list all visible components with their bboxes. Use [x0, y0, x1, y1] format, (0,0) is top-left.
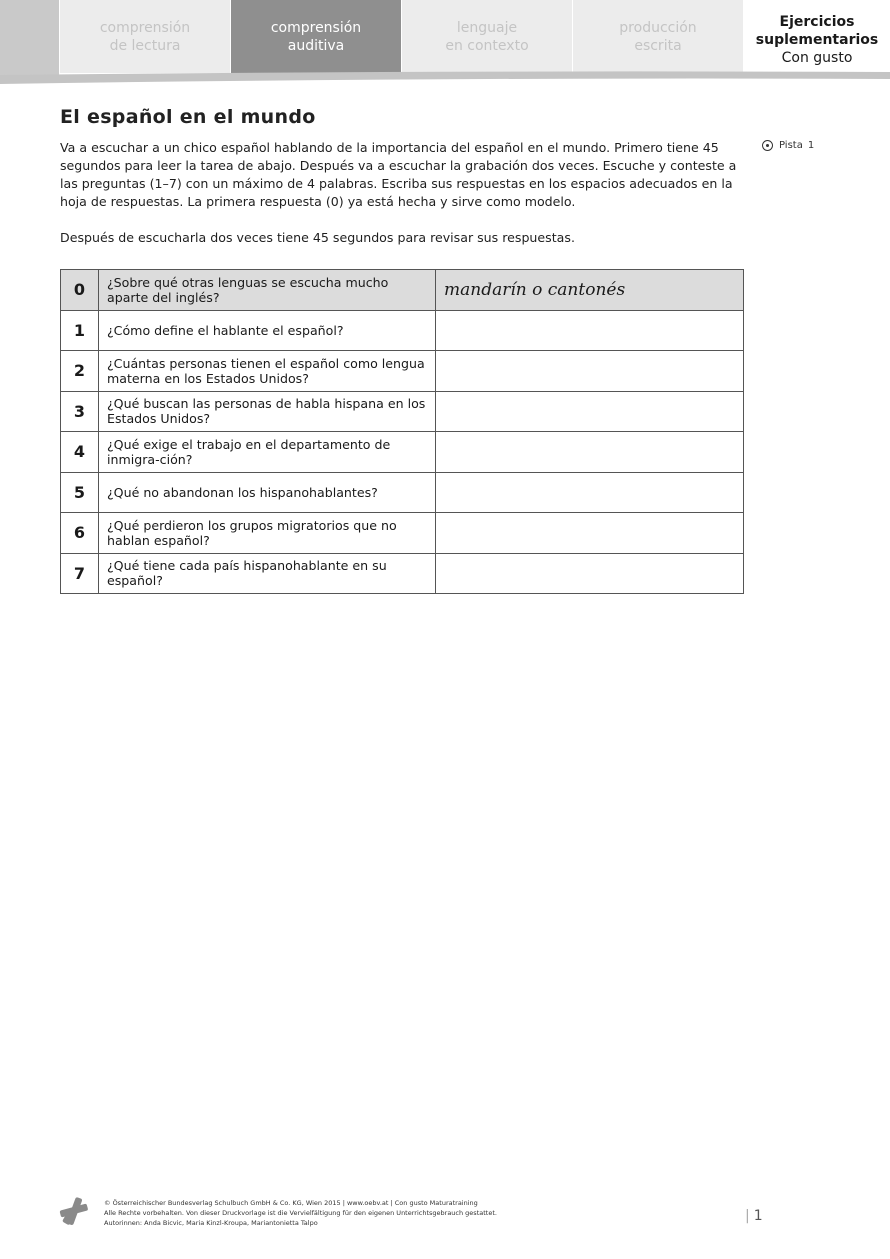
question-text: ¿Cómo define el hablante el español?	[99, 310, 436, 351]
question-number: 2	[61, 351, 99, 392]
tab-label-line2: en contexto	[445, 37, 529, 54]
footer-line1: © Österreichischer Bundesverlag Schulbuch GmbH & Co. KG, Wien 2015 | www.oebv.at | Con gusto Maturatraining	[104, 1199, 478, 1207]
instructions-review: Después de escucharla dos veces tiene 45 segundos para revisar sus respuestas.	[60, 230, 575, 245]
header-swoosh	[0, 70, 890, 84]
footer-copyright	[104, 1198, 497, 1228]
answer-text	[436, 361, 444, 381]
question-number: 7	[61, 553, 99, 594]
footer-line3: Autorinnen: Anda Bicvic, Maria Kinzl-Kroupa, Mariantonietta Talpo	[104, 1219, 318, 1227]
audio-track[interactable]	[762, 140, 814, 151]
question-text: ¿Qué no abandonan los hispanohablantes?	[99, 472, 436, 513]
answer-text	[436, 442, 444, 462]
question-text: ¿Cuántas personas tienen el español como lengua materna en los Estados Unidos?	[99, 351, 436, 392]
table-row	[61, 472, 744, 513]
cd-icon	[762, 140, 773, 151]
answer-cell[interactable]	[436, 270, 744, 311]
answer-cell[interactable]	[436, 472, 744, 513]
table-row	[61, 513, 744, 554]
tab-label-line1: comprensión	[99, 19, 191, 36]
track-number: 1	[807, 140, 815, 151]
page-number: | 1	[745, 1208, 763, 1224]
book-title-line2: suplementarios	[755, 32, 879, 48]
question-number: 0	[61, 270, 99, 311]
answer-cell[interactable]	[436, 432, 744, 473]
book-title-line3: Con gusto	[781, 50, 853, 66]
answer-text	[436, 563, 444, 583]
book-title	[744, 0, 890, 70]
answer-text	[436, 482, 444, 502]
tab-comprension-lectura[interactable]	[60, 0, 230, 73]
question-text: ¿Qué buscan las personas de habla hispana en los Estados Unidos?	[99, 391, 436, 432]
answer-cell[interactable]	[436, 310, 744, 351]
tab-comprension-auditiva[interactable]	[231, 0, 401, 73]
table-row	[61, 432, 744, 473]
page-number-value: 1	[753, 1208, 763, 1224]
answer-cell[interactable]	[436, 391, 744, 432]
table-row	[61, 553, 744, 594]
table-row	[61, 391, 744, 432]
instructions: Va a escuchar a un chico español hablando de la importancia del español en el mundo. Primero tiene 45 segundos para leer la tarea de abajo. Después va a escuchar la grabación dos veces. Escuche y conteste a las preguntas (1–7) con un máximo de 4 palabras. Escriba sus respuestas en los espacios adecuados en la hoja de respuestas. La primera respuesta (0) ya está hecha y sirve como modelo.	[60, 140, 737, 209]
answer-text	[436, 401, 444, 421]
header-bar	[0, 0, 890, 84]
answer-text	[436, 320, 444, 340]
tab-label-line1: lenguaje	[456, 19, 518, 36]
question-number: 5	[61, 472, 99, 513]
question-text: ¿Qué exige el trabajo en el departamento de inmigra-ción?	[99, 432, 436, 473]
question-number: 6	[61, 513, 99, 554]
question-number: 1	[61, 310, 99, 351]
question-table	[60, 269, 744, 594]
publisher-logo-icon	[58, 1195, 90, 1227]
track-label: Pista	[779, 140, 803, 151]
question-number: 3	[61, 391, 99, 432]
page-title: El español en el mundo	[60, 106, 316, 128]
tab-label-line2: auditiva	[287, 37, 345, 54]
question-text: ¿Qué perdieron los grupos migratorios que no hablan español?	[99, 513, 436, 554]
answer-cell[interactable]	[436, 553, 744, 594]
tab-label-line2: escrita	[634, 37, 682, 54]
table-row	[61, 310, 744, 351]
answer-cell[interactable]	[436, 351, 744, 392]
table-row	[61, 270, 744, 311]
footer-line2: Alle Rechte vorbehalten. Von dieser Druckvorlage ist die Vervielfältigung für den eigenen Unterrichtsgebrauch gestattet.	[104, 1209, 497, 1217]
tab-produccion-escrita[interactable]	[573, 0, 743, 73]
book-title-line1: Ejercicios	[779, 14, 855, 30]
question-text: ¿Sobre qué otras lenguas se escucha mucho aparte del inglés?	[99, 270, 436, 311]
tab-lenguaje-contexto[interactable]	[402, 0, 572, 73]
header-corner	[0, 0, 59, 75]
tab-label-line1: producción	[619, 19, 697, 36]
answer-cell[interactable]	[436, 513, 744, 554]
question-number: 4	[61, 432, 99, 473]
tab-label-line2: de lectura	[109, 37, 181, 54]
answer-text	[436, 523, 444, 543]
tab-label-line1: comprensión	[270, 19, 362, 36]
table-row	[61, 351, 744, 392]
question-text: ¿Qué tiene cada país hispanohablante en su español?	[99, 553, 436, 594]
example-answer: mandarín o cantonés	[444, 279, 626, 300]
